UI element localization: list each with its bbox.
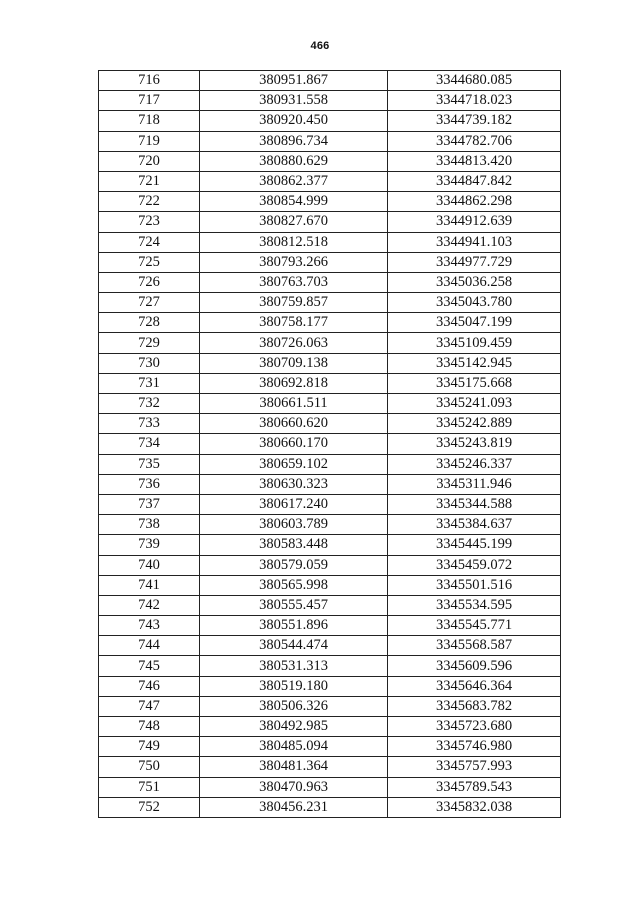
- y-coordinate-cell: 3345246.337: [388, 454, 561, 474]
- y-coordinate-cell: 3345545.771: [388, 616, 561, 636]
- point-number-cell: 730: [99, 353, 200, 373]
- table-row: [99, 555, 561, 575]
- x-coordinate-cell: 380583.448: [200, 535, 388, 555]
- x-coordinate-cell: 380726.063: [200, 333, 388, 353]
- table-row: [99, 313, 561, 333]
- y-coordinate-cell: 3345746.980: [388, 737, 561, 757]
- x-coordinate-cell: 380456.231: [200, 797, 388, 817]
- point-number-cell: 752: [99, 797, 200, 817]
- y-coordinate-cell: 3345683.782: [388, 696, 561, 716]
- table-row: [99, 131, 561, 151]
- table-row: [99, 474, 561, 494]
- y-coordinate-cell: 3345241.093: [388, 394, 561, 414]
- x-coordinate-cell: 380709.138: [200, 353, 388, 373]
- coordinate-table-body: [99, 71, 561, 818]
- table-row: [99, 494, 561, 514]
- y-coordinate-cell: 3345789.543: [388, 777, 561, 797]
- y-coordinate-cell: 3345723.680: [388, 717, 561, 737]
- y-coordinate-cell: 3344977.729: [388, 252, 561, 272]
- table-row: [99, 757, 561, 777]
- table-row: [99, 414, 561, 434]
- table-row: [99, 91, 561, 111]
- x-coordinate-cell: 380896.734: [200, 131, 388, 151]
- x-coordinate-cell: 380793.266: [200, 252, 388, 272]
- x-coordinate-cell: 380692.818: [200, 373, 388, 393]
- point-number-cell: 745: [99, 656, 200, 676]
- point-number-cell: 735: [99, 454, 200, 474]
- y-coordinate-cell: 3344739.182: [388, 111, 561, 131]
- x-coordinate-cell: 380812.518: [200, 232, 388, 252]
- y-coordinate-cell: 3345445.199: [388, 535, 561, 555]
- y-coordinate-cell: 3345036.258: [388, 272, 561, 292]
- x-coordinate-cell: 380931.558: [200, 91, 388, 111]
- table-row: [99, 676, 561, 696]
- table-row: [99, 777, 561, 797]
- point-number-cell: 734: [99, 434, 200, 454]
- y-coordinate-cell: 3344847.842: [388, 171, 561, 191]
- y-coordinate-cell: 3345757.993: [388, 757, 561, 777]
- table-row: [99, 717, 561, 737]
- y-coordinate-cell: 3345501.516: [388, 575, 561, 595]
- y-coordinate-cell: 3344941.103: [388, 232, 561, 252]
- point-number-cell: 727: [99, 293, 200, 313]
- x-coordinate-cell: 380951.867: [200, 71, 388, 91]
- x-coordinate-cell: 380661.511: [200, 394, 388, 414]
- point-number-cell: 748: [99, 717, 200, 737]
- point-number-cell: 722: [99, 192, 200, 212]
- x-coordinate-cell: 380544.474: [200, 636, 388, 656]
- table-row: [99, 151, 561, 171]
- y-coordinate-cell: 3345043.780: [388, 293, 561, 313]
- x-coordinate-cell: 380506.326: [200, 696, 388, 716]
- x-coordinate-cell: 380920.450: [200, 111, 388, 131]
- x-coordinate-cell: 380617.240: [200, 494, 388, 514]
- point-number-cell: 739: [99, 535, 200, 555]
- table-row: [99, 293, 561, 313]
- x-coordinate-cell: 380763.703: [200, 272, 388, 292]
- table-row: [99, 71, 561, 91]
- coordinate-table: [98, 70, 561, 818]
- y-coordinate-cell: 3345534.595: [388, 595, 561, 615]
- point-number-cell: 720: [99, 151, 200, 171]
- table-row: [99, 797, 561, 817]
- point-number-cell: 721: [99, 171, 200, 191]
- table-row: [99, 434, 561, 454]
- x-coordinate-cell: 380827.670: [200, 212, 388, 232]
- point-number-cell: 716: [99, 71, 200, 91]
- point-number-cell: 723: [99, 212, 200, 232]
- table-row: [99, 252, 561, 272]
- point-number-cell: 744: [99, 636, 200, 656]
- point-number-cell: 746: [99, 676, 200, 696]
- point-number-cell: 717: [99, 91, 200, 111]
- point-number-cell: 751: [99, 777, 200, 797]
- y-coordinate-cell: 3345646.364: [388, 676, 561, 696]
- table-row: [99, 616, 561, 636]
- y-coordinate-cell: 3344912.639: [388, 212, 561, 232]
- point-number-cell: 729: [99, 333, 200, 353]
- y-coordinate-cell: 3345242.889: [388, 414, 561, 434]
- point-number-cell: 725: [99, 252, 200, 272]
- x-coordinate-cell: 380603.789: [200, 515, 388, 535]
- x-coordinate-cell: 380862.377: [200, 171, 388, 191]
- y-coordinate-cell: 3345568.587: [388, 636, 561, 656]
- x-coordinate-cell: 380485.094: [200, 737, 388, 757]
- x-coordinate-cell: 380481.364: [200, 757, 388, 777]
- x-coordinate-cell: 380565.998: [200, 575, 388, 595]
- x-coordinate-cell: 380759.857: [200, 293, 388, 313]
- y-coordinate-cell: 3344813.420: [388, 151, 561, 171]
- x-coordinate-cell: 380555.457: [200, 595, 388, 615]
- table-row: [99, 333, 561, 353]
- x-coordinate-cell: 380551.896: [200, 616, 388, 636]
- table-row: [99, 515, 561, 535]
- y-coordinate-cell: 3345142.945: [388, 353, 561, 373]
- point-number-cell: 747: [99, 696, 200, 716]
- table-row: [99, 373, 561, 393]
- table-row: [99, 212, 561, 232]
- point-number-cell: 742: [99, 595, 200, 615]
- y-coordinate-cell: 3344782.706: [388, 131, 561, 151]
- x-coordinate-cell: 380579.059: [200, 555, 388, 575]
- point-number-cell: 736: [99, 474, 200, 494]
- table-row: [99, 272, 561, 292]
- point-number-cell: 743: [99, 616, 200, 636]
- y-coordinate-cell: 3345047.199: [388, 313, 561, 333]
- point-number-cell: 740: [99, 555, 200, 575]
- table-row: [99, 696, 561, 716]
- y-coordinate-cell: 3345175.668: [388, 373, 561, 393]
- point-number-cell: 737: [99, 494, 200, 514]
- point-number-cell: 728: [99, 313, 200, 333]
- y-coordinate-cell: 3345311.946: [388, 474, 561, 494]
- x-coordinate-cell: 380854.999: [200, 192, 388, 212]
- table-row: [99, 575, 561, 595]
- table-row: [99, 656, 561, 676]
- x-coordinate-cell: 380660.170: [200, 434, 388, 454]
- table-row: [99, 353, 561, 373]
- table-row: [99, 111, 561, 131]
- x-coordinate-cell: 380758.177: [200, 313, 388, 333]
- point-number-cell: 738: [99, 515, 200, 535]
- table-row: [99, 192, 561, 212]
- table-row: [99, 454, 561, 474]
- point-number-cell: 718: [99, 111, 200, 131]
- point-number-cell: 726: [99, 272, 200, 292]
- point-number-cell: 733: [99, 414, 200, 434]
- x-coordinate-cell: 380519.180: [200, 676, 388, 696]
- y-coordinate-cell: 3344718.023: [388, 91, 561, 111]
- y-coordinate-cell: 3345384.637: [388, 515, 561, 535]
- x-coordinate-cell: 380659.102: [200, 454, 388, 474]
- point-number-cell: 750: [99, 757, 200, 777]
- point-number-cell: 741: [99, 575, 200, 595]
- table-row: [99, 595, 561, 615]
- y-coordinate-cell: 3345344.588: [388, 494, 561, 514]
- x-coordinate-cell: 380660.620: [200, 414, 388, 434]
- point-number-cell: 719: [99, 131, 200, 151]
- y-coordinate-cell: 3345459.072: [388, 555, 561, 575]
- page-number: 466: [310, 40, 330, 52]
- point-number-cell: 749: [99, 737, 200, 757]
- y-coordinate-cell: 3345243.819: [388, 434, 561, 454]
- table-row: [99, 171, 561, 191]
- point-number-cell: 731: [99, 373, 200, 393]
- y-coordinate-cell: 3345109.459: [388, 333, 561, 353]
- x-coordinate-cell: 380492.985: [200, 717, 388, 737]
- table-row: [99, 232, 561, 252]
- y-coordinate-cell: 3345609.596: [388, 656, 561, 676]
- table-row: [99, 636, 561, 656]
- x-coordinate-cell: 380880.629: [200, 151, 388, 171]
- point-number-cell: 724: [99, 232, 200, 252]
- x-coordinate-cell: 380470.963: [200, 777, 388, 797]
- table-row: [99, 394, 561, 414]
- y-coordinate-cell: 3344862.298: [388, 192, 561, 212]
- table-row: [99, 535, 561, 555]
- x-coordinate-cell: 380630.323: [200, 474, 388, 494]
- y-coordinate-cell: 3345832.038: [388, 797, 561, 817]
- y-coordinate-cell: 3344680.085: [388, 71, 561, 91]
- x-coordinate-cell: 380531.313: [200, 656, 388, 676]
- table-row: [99, 737, 561, 757]
- point-number-cell: 732: [99, 394, 200, 414]
